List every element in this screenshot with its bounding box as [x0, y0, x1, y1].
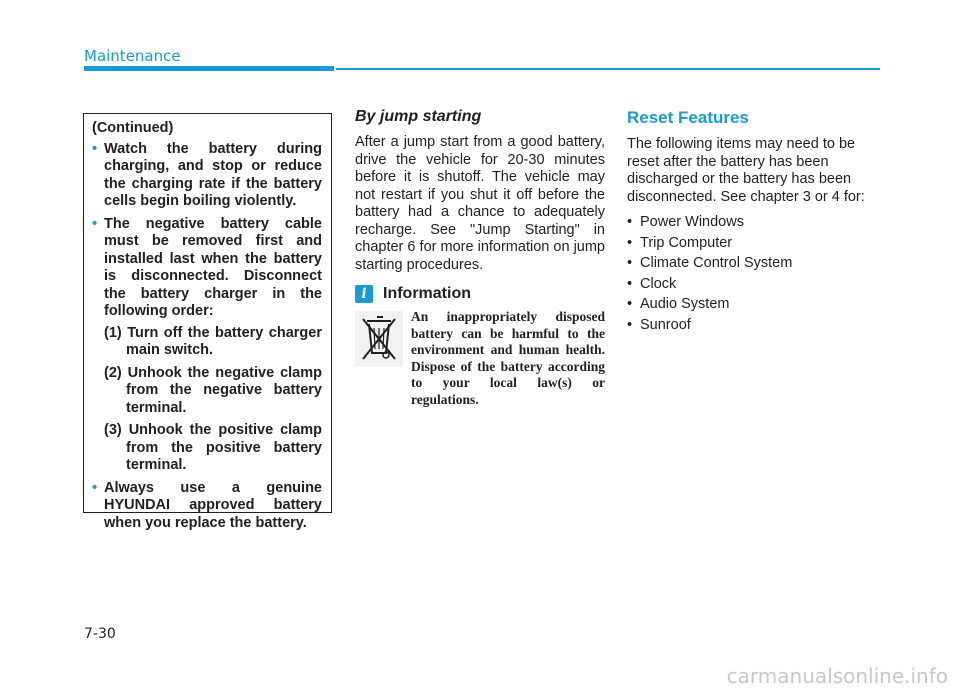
warning-bullet-genuine: • Always use a genuine HYUNDAI approved battery when you replace the battery.	[92, 479, 322, 531]
list-item: • Trip Computer	[627, 234, 733, 251]
warning-heading: (Continued)	[92, 120, 174, 136]
warning-bullet-disconnect: • The negative battery cable must be removed first and installed last when the battery is disconnected. Disconnect the battery charger in the following order: (1) Turn off the battery charger main switch. (2) Unhook the negative clamp from the negative battery terminal. (3) Unhook the positive clamp from the positive battery terminal.	[92, 215, 322, 473]
jump-start-body: After a jump start from a good battery, drive the vehicle for 20-30 minutes before it is shutoff. The vehicle may not restart if you shut it off before the battery had a chance to adequately recharge. See "Jump Starting" in chapter 6 for more information on jump starting procedures.	[355, 134, 605, 273]
warning-box	[83, 113, 332, 531]
disconnect-steps	[104, 325, 322, 475]
reset-features-column	[627, 108, 880, 335]
reset-features-title: Reset Features	[627, 108, 749, 127]
header-rule-thin	[336, 68, 880, 70]
list-item: • Climate Control System	[627, 255, 793, 271]
jump-start-column	[355, 108, 605, 408]
page-number: 7-30	[84, 626, 116, 642]
bullet-dot: •	[92, 140, 98, 157]
watermark: carmanualsonline.info	[726, 664, 948, 688]
step-item: (1) Turn off the battery charger main switch.	[104, 324, 322, 358]
information-title: Information	[383, 285, 471, 302]
step-item: (3) Unhook the positive clamp from the positive battery terminal.	[104, 422, 322, 473]
list-item: • Clock	[627, 275, 677, 292]
bullet-dot: •	[92, 215, 98, 232]
list-item: • Audio System	[627, 296, 730, 312]
reset-features-body: The following items may need to be reset after the battery has been discharged or the battery has been disconnected. See chapter 3 or 4 for:	[627, 136, 865, 205]
crossed-out-wheelie-bin-icon	[355, 311, 403, 367]
header-rule-thick	[84, 66, 334, 71]
reset-features-list	[627, 212, 880, 335]
step-item: (2) Unhook the negative clamp from the negative battery terminal.	[104, 364, 322, 416]
information-text: An inappropriately disposed battery can be harmful to the environment and human health. Dispose of the battery according to your local law(s) or regulations.	[411, 309, 605, 407]
list-item: • Sunroof	[627, 316, 691, 333]
bullet-dot: •	[92, 479, 98, 496]
warning-bullet-list	[92, 141, 322, 533]
information-body	[355, 309, 605, 408]
section-title: Maintenance	[84, 47, 181, 65]
info-icon: i	[355, 285, 373, 303]
information-header	[355, 285, 605, 303]
list-item: • Power Windows	[627, 214, 744, 230]
jump-start-title: By jump starting	[355, 108, 482, 125]
warning-bullet-boiling: • Watch the battery during charging, and stop or reduce the charging rate if the battery cells begin boiling violently.	[92, 140, 322, 209]
